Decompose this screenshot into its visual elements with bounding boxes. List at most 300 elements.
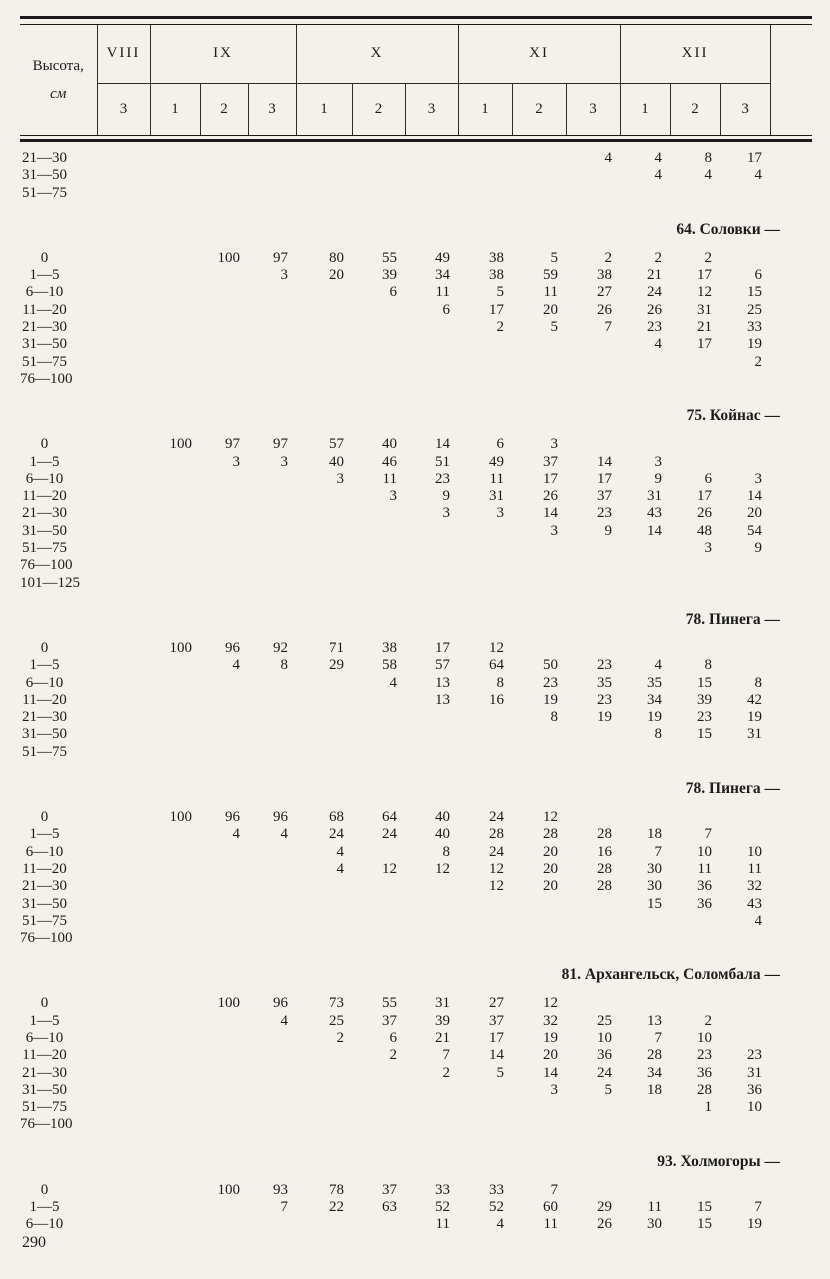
table-cell <box>150 523 200 540</box>
table-cell: 29 <box>329 657 344 674</box>
height-range-label: 51—75 <box>22 743 67 760</box>
table-cell: 28 <box>697 1081 712 1098</box>
table-cell <box>150 913 200 930</box>
section-title: 75. Койнас — <box>686 407 780 425</box>
table-cell: 11 <box>747 860 762 877</box>
table-cell: 32 <box>747 878 762 895</box>
table-cell <box>200 1116 248 1133</box>
table-cell <box>620 744 670 761</box>
table-cell: 10 <box>697 1029 712 1046</box>
table-cell <box>150 167 200 184</box>
table-cell: 80 <box>329 249 344 266</box>
height-range-label: 1—5 <box>29 267 60 284</box>
table-cell <box>720 575 770 592</box>
table-cell <box>566 640 620 657</box>
table-cell: 11 <box>435 1216 450 1233</box>
table-cell <box>296 167 352 184</box>
decade-header: 3 <box>248 83 296 135</box>
table-cell <box>200 726 248 743</box>
table-cell: 31 <box>489 488 504 505</box>
table-cell <box>200 185 248 202</box>
section-title-row <box>20 388 770 436</box>
table-cell: 2 <box>704 249 712 266</box>
table-cell <box>248 1047 296 1064</box>
table-cell <box>97 826 150 843</box>
table-cell: 31 <box>747 726 762 743</box>
table-cell: 7 <box>442 1047 450 1064</box>
height-range-label: 6—10 <box>25 843 64 860</box>
table-cell <box>150 1013 200 1030</box>
table-row <box>20 1099 770 1116</box>
table-cell <box>200 371 248 388</box>
height-range-label: 0 <box>40 249 49 266</box>
table-cell: 5 <box>550 249 558 266</box>
table-cell <box>248 523 296 540</box>
table-cell <box>150 505 200 522</box>
table-cell: 23 <box>597 691 612 708</box>
table-cell <box>248 471 296 488</box>
table-cell <box>97 454 150 471</box>
table-cell: 17 <box>543 470 558 487</box>
table-cell <box>670 640 720 657</box>
table-cell: 32 <box>543 1012 558 1029</box>
table-cell <box>670 354 720 371</box>
table-cell: 43 <box>647 505 662 522</box>
table-cell: 19 <box>747 336 762 353</box>
table-cell <box>150 185 200 202</box>
table-cell: 68 <box>329 809 344 826</box>
table-cell <box>150 488 200 505</box>
table-cell: 52 <box>435 1199 450 1216</box>
table-cell <box>458 167 512 184</box>
top-rule-thick <box>20 16 812 19</box>
table-cell <box>458 523 512 540</box>
table-cell <box>248 336 296 353</box>
table-cell <box>352 744 405 761</box>
table-cell: 6 <box>389 1029 397 1046</box>
table-cell <box>620 371 670 388</box>
table-cell <box>296 675 352 692</box>
height-range-label: 31—50 <box>22 895 67 912</box>
table-cell <box>200 1216 248 1233</box>
table-cell <box>200 150 248 167</box>
height-range-label: 21—30 <box>22 878 67 895</box>
table-cell: 48 <box>697 522 712 539</box>
table-cell <box>458 896 512 913</box>
table-cell: 23 <box>435 470 450 487</box>
table-cell <box>200 167 248 184</box>
table-cell: 28 <box>597 826 612 843</box>
table-cell: 39 <box>435 1012 450 1029</box>
decade-header: 1 <box>296 83 352 135</box>
table-cell: 57 <box>435 657 450 674</box>
table-cell: 64 <box>489 657 504 674</box>
table-cell: 14 <box>747 488 762 505</box>
table-cell <box>200 319 248 336</box>
table-row <box>20 1199 770 1216</box>
table-cell <box>512 150 566 167</box>
table-cell <box>296 371 352 388</box>
table-cell: 7 <box>654 843 662 860</box>
table-cell: 33 <box>747 319 762 336</box>
height-range-label: 31—50 <box>22 167 67 184</box>
table-cell: 8 <box>496 674 504 691</box>
table-cell: 35 <box>597 674 612 691</box>
table-cell <box>150 675 200 692</box>
table-cell: 37 <box>382 1012 397 1029</box>
table-cell <box>512 930 566 947</box>
table-cell <box>566 1099 620 1116</box>
table-cell: 4 <box>336 843 344 860</box>
table-cell <box>150 1099 200 1116</box>
table-cell <box>248 896 296 913</box>
table-cell: 4 <box>754 912 762 929</box>
table-cell <box>200 471 248 488</box>
table-cell <box>296 319 352 336</box>
table-cell <box>97 1099 150 1116</box>
table-cell <box>670 436 720 453</box>
table-cell: 20 <box>543 843 558 860</box>
table-cell: 6 <box>389 284 397 301</box>
table-cell: 26 <box>597 1216 612 1233</box>
table-cell <box>405 540 458 557</box>
table-row <box>20 1030 770 1047</box>
height-range-label: 51—75 <box>22 540 67 557</box>
table-cell: 12 <box>543 995 558 1012</box>
month-header-viii: VIII <box>97 25 150 83</box>
table-cell: 50 <box>543 657 558 674</box>
table-cell: 55 <box>382 249 397 266</box>
table-cell: 15 <box>697 674 712 691</box>
table-cell: 2 <box>389 1047 397 1064</box>
table-row <box>20 675 770 692</box>
table-cell: 31 <box>435 995 450 1012</box>
table-cell <box>97 1013 150 1030</box>
table-cell: 3 <box>550 522 558 539</box>
table-cell <box>512 336 566 353</box>
table-cell: 23 <box>543 674 558 691</box>
month-header-xi: XI <box>458 25 620 83</box>
table-cell <box>670 371 720 388</box>
table-row <box>20 336 770 353</box>
table-cell <box>620 930 670 947</box>
table-cell <box>248 540 296 557</box>
table-cell <box>296 692 352 709</box>
table-row <box>20 454 770 471</box>
table-row <box>20 744 770 761</box>
table-cell: 40 <box>435 809 450 826</box>
table-row <box>20 861 770 878</box>
table-cell <box>512 540 566 557</box>
table-cell <box>200 844 248 861</box>
table-cell: 7 <box>704 826 712 843</box>
table-cell: 7 <box>550 1181 558 1198</box>
table-cell <box>720 454 770 471</box>
table-cell: 9 <box>654 470 662 487</box>
table-cell <box>150 284 200 301</box>
table-cell <box>248 284 296 301</box>
height-range-label: 21—30 <box>22 709 67 726</box>
table-cell: 14 <box>435 436 450 453</box>
table-cell: 12 <box>543 809 558 826</box>
table-cell <box>620 995 670 1012</box>
table-cell <box>566 540 620 557</box>
table-cell <box>566 995 620 1012</box>
height-range-label: 21—30 <box>22 1064 67 1081</box>
table-cell: 26 <box>597 301 612 318</box>
table-cell <box>352 726 405 743</box>
decade-header: 2 <box>352 83 405 135</box>
table-cell <box>352 557 405 574</box>
height-range-label: 11—20 <box>22 691 67 708</box>
table-cell <box>566 1116 620 1133</box>
table-cell <box>566 896 620 913</box>
table-cell <box>248 319 296 336</box>
table-cell <box>296 575 352 592</box>
table-cell <box>248 878 296 895</box>
table-row <box>20 809 770 826</box>
table-cell: 15 <box>647 895 662 912</box>
table-cell <box>512 896 566 913</box>
table-cell <box>150 709 200 726</box>
height-range-label: 6—10 <box>25 284 64 301</box>
table-cell <box>405 575 458 592</box>
table-cell <box>405 336 458 353</box>
table-cell: 38 <box>489 249 504 266</box>
table-cell <box>150 1030 200 1047</box>
table-cell: 11 <box>435 284 450 301</box>
table-cell: 14 <box>543 505 558 522</box>
table-cell <box>405 913 458 930</box>
table-cell <box>150 1065 200 1082</box>
height-range-label: 76—100 <box>20 1116 73 1133</box>
height-range-label: 0 <box>40 1181 49 1198</box>
table-cell <box>97 488 150 505</box>
table-cell <box>150 1082 200 1099</box>
height-range-label: 0 <box>40 995 49 1012</box>
table-cell: 71 <box>329 639 344 656</box>
table-cell <box>352 540 405 557</box>
table-cell <box>200 930 248 947</box>
header-bottom-rule-thick <box>20 139 812 142</box>
table-cell <box>248 302 296 319</box>
table-cell <box>200 557 248 574</box>
table-cell <box>296 150 352 167</box>
table-cell <box>352 1116 405 1133</box>
table-cell <box>97 809 150 826</box>
table-row <box>20 726 770 743</box>
table-cell: 11 <box>647 1199 662 1216</box>
table-cell <box>720 436 770 453</box>
table-cell <box>620 540 670 557</box>
height-range-label: 21—30 <box>22 505 67 522</box>
table-cell <box>97 1065 150 1082</box>
height-range-label: 6—10 <box>25 674 64 691</box>
table-cell <box>720 1013 770 1030</box>
table-cell: 25 <box>597 1012 612 1029</box>
table-cell: 4 <box>654 657 662 674</box>
table-cell: 30 <box>647 1216 662 1233</box>
table-cell <box>97 150 150 167</box>
table-cell <box>352 1099 405 1116</box>
table-cell: 4 <box>280 1012 288 1029</box>
table-cell: 4 <box>754 167 762 184</box>
table-cell <box>200 575 248 592</box>
table-cell: 8 <box>754 674 762 691</box>
table-cell: 97 <box>273 436 288 453</box>
table-cell <box>458 371 512 388</box>
table-cell <box>248 1082 296 1099</box>
table-cell <box>405 523 458 540</box>
table-cell: 20 <box>747 505 762 522</box>
table-cell <box>405 557 458 574</box>
table-cell <box>200 913 248 930</box>
table-cell <box>512 371 566 388</box>
table-cell <box>720 995 770 1012</box>
height-range-label: 31—50 <box>22 1081 67 1098</box>
table-cell <box>296 744 352 761</box>
table-cell <box>296 336 352 353</box>
table-cell: 38 <box>489 267 504 284</box>
table-cell: 26 <box>543 488 558 505</box>
table-cell <box>200 1047 248 1064</box>
table-row <box>20 250 770 267</box>
table-cell: 100 <box>169 639 192 656</box>
table-cell: 2 <box>754 353 762 370</box>
table-cell <box>512 913 566 930</box>
height-range-label: 76—100 <box>20 370 73 387</box>
table-cell: 4 <box>280 826 288 843</box>
table-cell <box>352 354 405 371</box>
table-cell <box>200 1082 248 1099</box>
table-cell <box>670 454 720 471</box>
table-cell <box>200 302 248 319</box>
decade-header: 3 <box>405 83 458 135</box>
table-cell <box>458 744 512 761</box>
table-cell <box>566 809 620 826</box>
table-cell: 6 <box>754 267 762 284</box>
height-range-label: 11—20 <box>22 860 67 877</box>
table-cell <box>566 436 620 453</box>
table-cell <box>352 1065 405 1082</box>
table-cell <box>352 505 405 522</box>
table-cell <box>670 1116 720 1133</box>
decade-header: 3 <box>97 83 150 135</box>
table-cell: 19 <box>543 1029 558 1046</box>
table-cell <box>200 523 248 540</box>
table-cell: 7 <box>654 1029 662 1046</box>
table-cell <box>97 319 150 336</box>
table-cell <box>296 185 352 202</box>
table-cell: 5 <box>496 284 504 301</box>
table-cell <box>458 336 512 353</box>
table-cell <box>200 336 248 353</box>
table-cell: 3 <box>280 267 288 284</box>
table-cell <box>405 896 458 913</box>
table-cell <box>200 896 248 913</box>
height-header-line2: см <box>50 86 67 102</box>
table-cell: 17 <box>747 150 762 166</box>
table-cell <box>296 878 352 895</box>
section-title-row <box>20 592 770 640</box>
table-cell: 28 <box>543 826 558 843</box>
table-cell: 33 <box>489 1181 504 1198</box>
table-cell: 19 <box>647 709 662 726</box>
table-cell: 17 <box>435 639 450 656</box>
height-distribution-table-header <box>20 25 771 135</box>
table-cell <box>248 709 296 726</box>
table-cell <box>200 505 248 522</box>
section-title-row <box>20 947 770 995</box>
table-cell: 4 <box>654 167 662 184</box>
table-cell <box>296 557 352 574</box>
table-row <box>20 436 770 453</box>
table-cell <box>150 150 200 167</box>
table-cell <box>150 930 200 947</box>
table-cell <box>200 1199 248 1216</box>
table-cell <box>720 640 770 657</box>
table-cell <box>248 930 296 947</box>
table-cell: 12 <box>435 860 450 877</box>
table-cell <box>352 336 405 353</box>
table-cell: 96 <box>273 995 288 1012</box>
table-cell: 18 <box>647 1081 662 1098</box>
table-cell: 40 <box>329 453 344 470</box>
table-cell <box>720 809 770 826</box>
table-cell: 9 <box>442 488 450 505</box>
height-range-label: 51—75 <box>22 912 67 929</box>
table-cell: 6 <box>704 470 712 487</box>
table-cell: 28 <box>489 826 504 843</box>
table-cell <box>296 505 352 522</box>
height-range-label: 1—5 <box>29 1012 60 1029</box>
table-cell <box>566 336 620 353</box>
table-cell: 21 <box>435 1029 450 1046</box>
table-cell: 14 <box>489 1047 504 1064</box>
table-cell: 24 <box>489 809 504 826</box>
header-bottom-rule-thin <box>20 135 812 136</box>
table-cell <box>97 575 150 592</box>
table-cell: 2 <box>496 319 504 336</box>
table-cell: 49 <box>435 249 450 266</box>
table-cell <box>248 371 296 388</box>
table-cell <box>566 371 620 388</box>
table-cell: 9 <box>754 540 762 557</box>
table-cell <box>458 540 512 557</box>
table-cell <box>248 354 296 371</box>
table-cell <box>352 692 405 709</box>
table-cell: 11 <box>543 284 558 301</box>
height-range-label: 76—100 <box>20 930 73 947</box>
table-cell: 11 <box>697 860 712 877</box>
table-cell <box>352 1216 405 1233</box>
table-cell <box>670 744 720 761</box>
table-cell: 37 <box>382 1181 397 1198</box>
table-cell <box>97 913 150 930</box>
table-cell <box>248 675 296 692</box>
table-cell <box>296 284 352 301</box>
table-cell <box>458 575 512 592</box>
table-row <box>20 185 770 202</box>
table-cell <box>200 540 248 557</box>
table-cell <box>512 1099 566 1116</box>
table-cell: 10 <box>697 843 712 860</box>
table-cell <box>150 336 200 353</box>
table-cell <box>200 284 248 301</box>
table-cell <box>352 930 405 947</box>
table-row <box>20 354 770 371</box>
table-cell: 20 <box>329 267 344 284</box>
